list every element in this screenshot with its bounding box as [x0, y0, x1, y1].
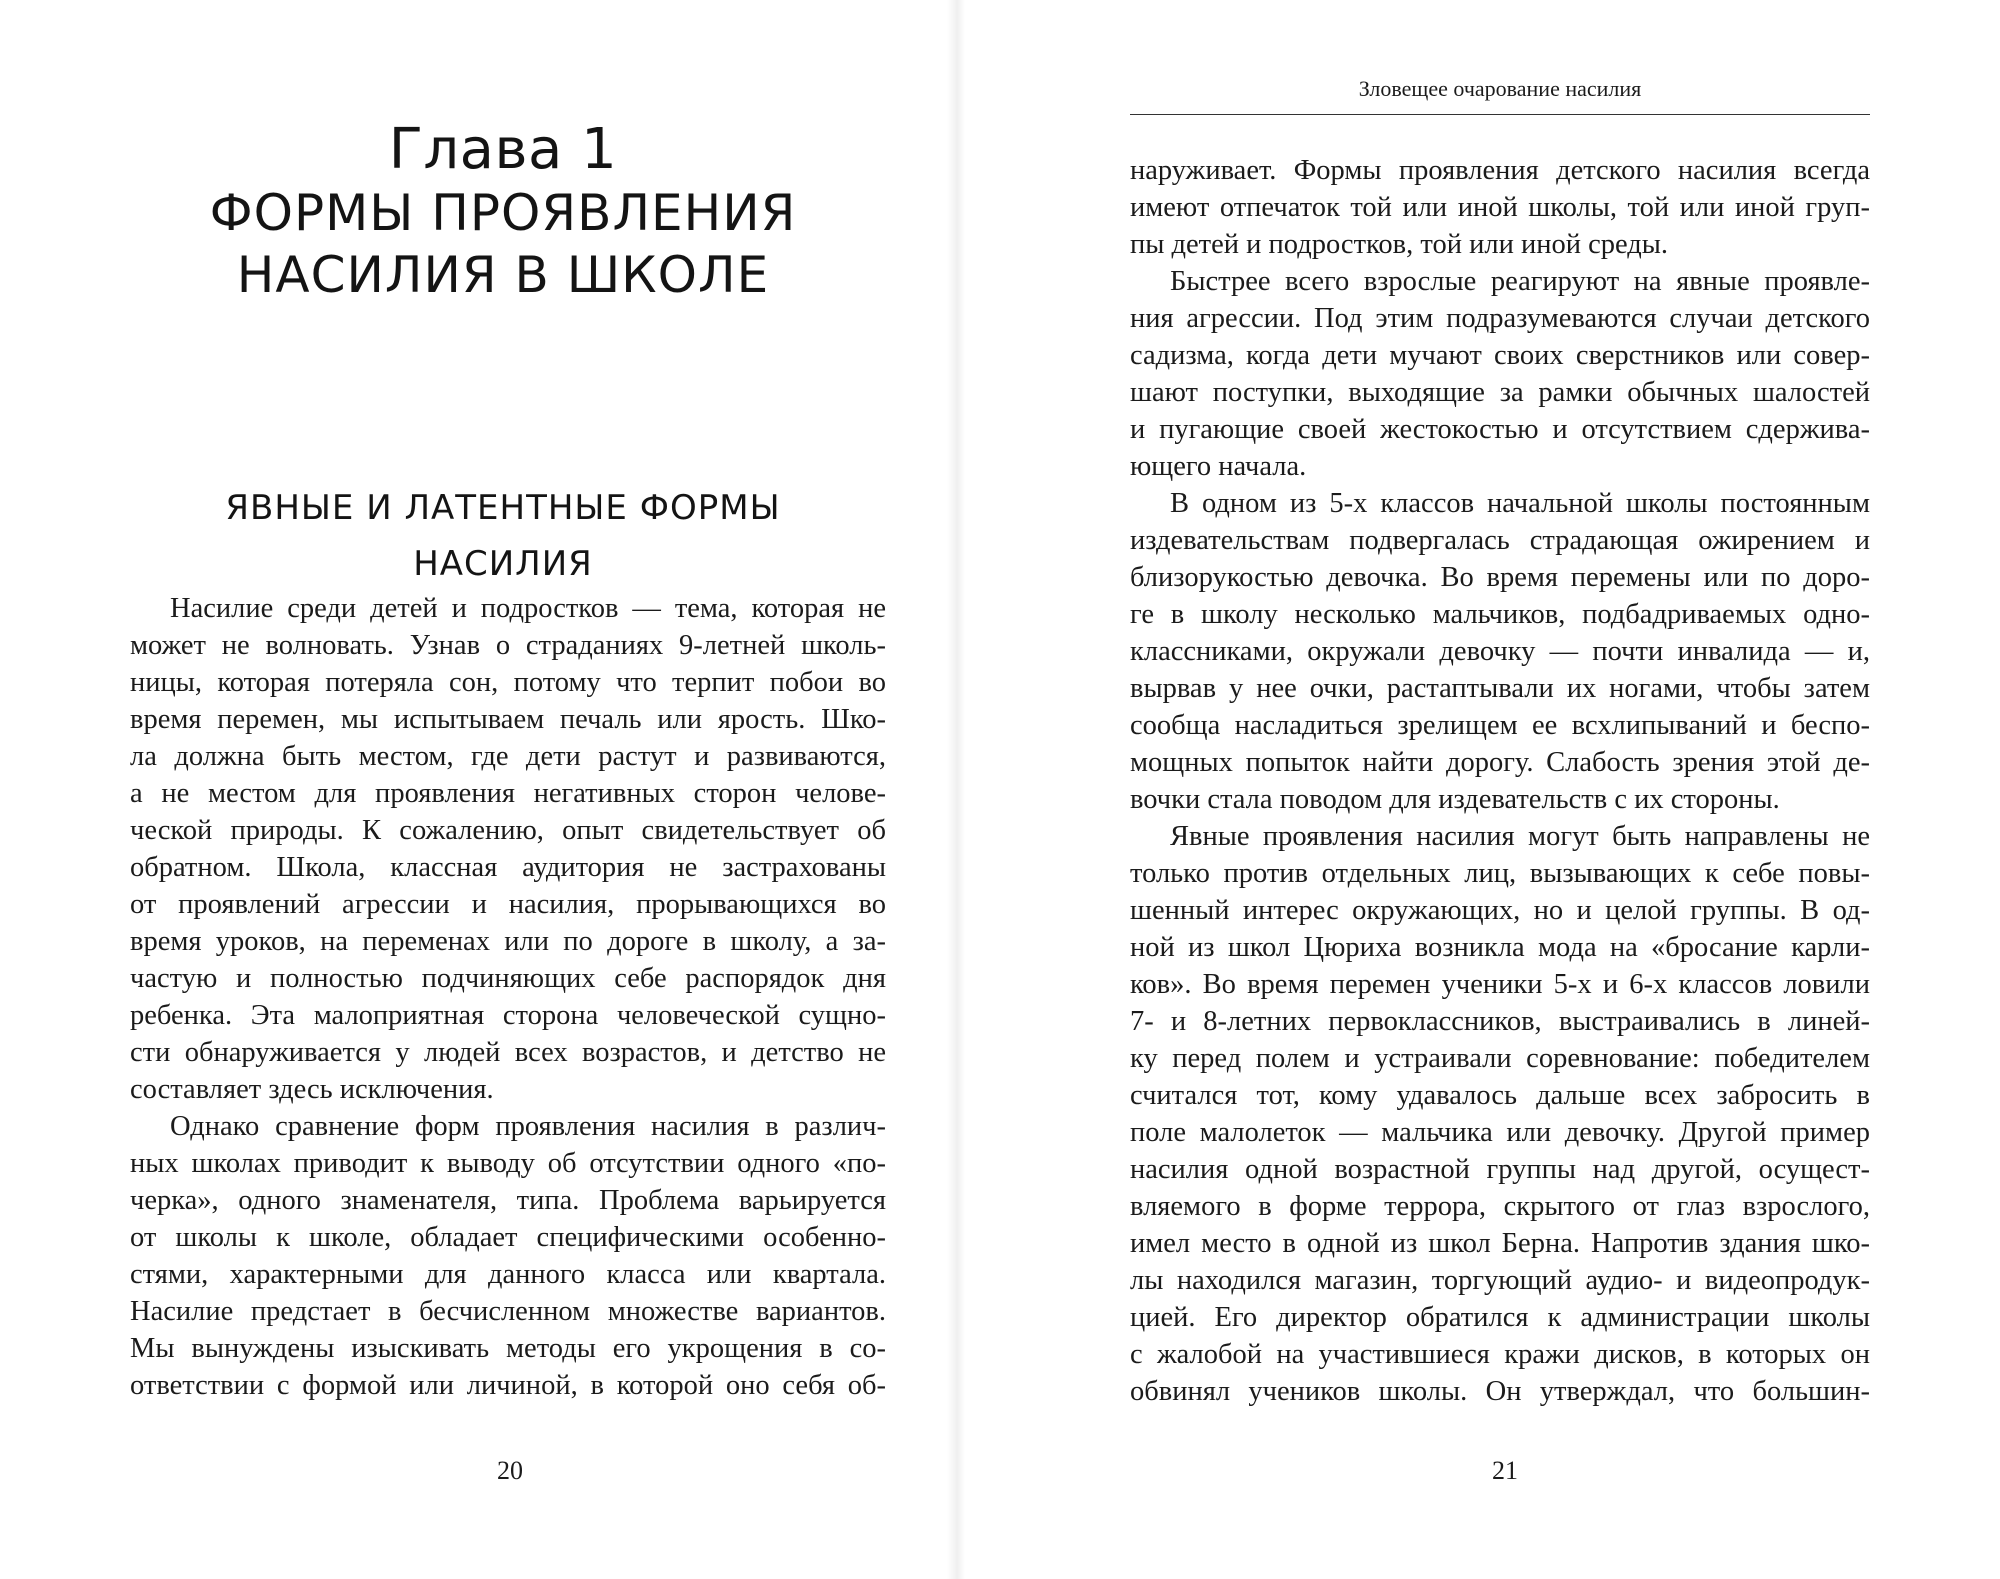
chapter-title-line: ФОРМЫ ПРОЯВЛЕНИЯ — [209, 184, 797, 242]
text-line: шенный интерес окружающих, но и целой группы. В од- — [1130, 895, 1870, 926]
section-title-line: ЯВНЫЕ И ЛАТЕНТНЫЕ ФОРМЫ — [225, 488, 781, 528]
text-line: насилия одной возрастной группы над другой, осущест- — [1130, 1154, 1870, 1185]
text-line: пы детей и подростков, той или иной среды. — [1130, 229, 1669, 260]
text-line: ребенка. Эта малоприятная сторона человеческой сущно- — [130, 1000, 886, 1031]
running-head: Зловещее очарование насилия — [1358, 76, 1642, 101]
text-line: ния агрессии. Под этим подразумеваются случаи детского — [1130, 303, 1870, 334]
page-number: 21 — [1492, 1456, 1518, 1485]
text-line: ной из школ Цюриха возникла мода на «бросание карли- — [1130, 932, 1870, 963]
text-line: ницы, которая потеряла сон, потому что терпит побои во — [130, 667, 886, 698]
text-line: близорукостью девочка. Во время перемены или по доро- — [1130, 562, 1870, 593]
text-line: садизма, когда дети мучают своих сверстников или совер- — [1130, 340, 1870, 371]
text-line: сти обнаруживается у людей всех возрастов, и детство не — [130, 1037, 886, 1068]
text-line: частую и полностью подчиняющих себе распорядок дня — [130, 963, 886, 994]
text-line: издевательствам подвергалась страдающая ожирением и — [1130, 525, 1870, 556]
text-line: может не волновать. Узнав о страданиях 9-летней школь- — [130, 630, 886, 661]
text-line: вырвав у нее очки, растаптывали их ногами, чтобы затем — [1130, 673, 1870, 704]
text-line: черка», одного знаменателя, типа. Проблема варьируется — [130, 1185, 886, 1216]
left-page — [0, 0, 960, 1579]
text-line: лы находился магазин, торгующий аудио- и видеопродук- — [1130, 1265, 1870, 1296]
text-line: вляемого в форме террора, скрытого от глаз взрослого, — [1130, 1191, 1870, 1222]
text-line: имел место в одной из школ Берна. Напротив здания шко- — [1130, 1228, 1870, 1259]
text-line: с жалобой на участившиеся кражи дисков, в которых он — [1130, 1339, 1870, 1370]
text-line: от проявлений агрессии и насилия, прорывающихся во — [130, 889, 886, 920]
text-line: В одном из 5-х классов начальной школы постоянным — [1170, 488, 1870, 519]
header-rule — [1130, 114, 1870, 115]
text-line: классниками, окружали девочку — почти инвалида — и, — [1130, 636, 1870, 667]
text-line: ге в школу несколько мальчиков, подбадриваемых одно- — [1130, 599, 1870, 630]
chapter-number: Глава 1 — [388, 117, 618, 182]
text-line: наруживает. Формы проявления детского насилия всегда — [1130, 155, 1870, 186]
page-number: 20 — [497, 1456, 523, 1485]
right-body-text — [1130, 152, 1870, 1410]
text-line: ков». Во время перемен ученики 5-х и 6-х классов ловили — [1130, 969, 1870, 1000]
text-line: Мы вынуждены изыскивать методы его укрощения в со- — [130, 1333, 886, 1364]
text-line: ку перед полем и устраивали соревнование: победителем — [1130, 1043, 1870, 1074]
text-line: и пугающие своей жестокостью и отсутствием сдержива- — [1130, 414, 1870, 445]
section-heading — [120, 480, 886, 592]
text-line: составляет здесь исключения. — [130, 1074, 494, 1105]
text-line: Быстрее всего взрослые реагируют на явные проявле- — [1170, 266, 1870, 297]
text-line: имеют отпечаток той или иной школы, той или иной груп- — [1130, 192, 1870, 223]
chapter-heading — [120, 118, 886, 306]
text-line: цией. Его директор обратился к администрации школы — [1130, 1302, 1870, 1333]
text-line: шают поступки, выходящие за рамки обычных шалостей — [1130, 377, 1870, 408]
text-line: сообща насладиться зрелищем ее всхлипываний и беспо- — [1130, 710, 1870, 741]
section-title-line: НАСИЛИЯ — [413, 544, 593, 584]
text-line: ла должна быть местом, где дети растут и развиваются, — [130, 741, 886, 772]
text-line: только против отдельных лиц, вызывающих к себе повы- — [1130, 858, 1870, 889]
text-line: время перемен, мы испытываем печаль или ярость. Шко- — [130, 704, 886, 735]
text-line: Явные проявления насилия могут быть направлены не — [1170, 821, 1870, 852]
text-line: время уроков, на переменах или по дороге в школу, а за- — [130, 926, 886, 957]
text-line: обратном. Школа, классная аудитория не застрахованы — [130, 852, 886, 883]
text-line: мощных попыток найти дорогу. Слабость зрения этой де- — [1130, 747, 1870, 778]
right-page — [960, 0, 2000, 1579]
text-line: обвинял учеников школы. Он утверждал, что большин- — [1130, 1376, 1870, 1407]
left-body-text — [130, 590, 886, 1404]
text-line: вочки стала поводом для издевательств с их стороны. — [1130, 784, 1780, 815]
text-line: ответствии с формой или личиной, в которой оно себя об- — [130, 1370, 886, 1401]
text-line: поле малолеток — мальчика или девочку. Другой пример — [1130, 1117, 1870, 1148]
text-line: Однако сравнение форм проявления насилия в различ- — [170, 1111, 886, 1142]
text-line: ных школах приводит к выводу об отсутствии одного «по- — [130, 1148, 886, 1179]
text-line: 7- и 8-летних первоклассников, выстраивались в линей- — [1130, 1006, 1870, 1037]
text-line: от школы к школе, обладает специфическими особенно- — [130, 1222, 886, 1253]
chapter-title-line: НАСИЛИЯ В ШКОЛЕ — [236, 246, 770, 304]
text-line: ющего начала. — [1130, 451, 1307, 482]
text-line: ческой природы. К сожалению, опыт свидетельствует об — [130, 815, 886, 846]
text-line: считался тот, кому удавалось дальше всех забросить в — [1130, 1080, 1870, 1111]
text-line: Насилие предстает в бесчисленном множестве вариантов. — [130, 1296, 886, 1327]
text-line: Насилие среди детей и подростков — тема, которая не — [170, 593, 886, 624]
text-line: стями, характерными для данного класса или квартала. — [130, 1259, 886, 1290]
text-line: а не местом для проявления негативных сторон челове- — [130, 778, 886, 809]
